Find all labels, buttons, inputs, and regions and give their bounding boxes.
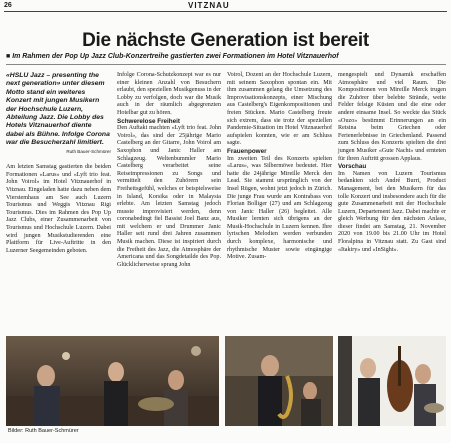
author-credit: Ruth Bauer-Schmürer <box>66 148 111 154</box>
column-4 <box>338 72 446 254</box>
headline-divider <box>6 64 446 65</box>
column-3-text-2: Im zweiten Teil des Konzerts spielten «Larus», was Silbermöwe bedeutet. Hier hatte die 24jährige Mireille Merck den Lead. Sie stammt ursprünglich von der Insel Rügen, wohnt jetzt jedoch in Zürich. Die junge Frau wurde am Kontrabass von Florian Bolliger (27) und am Schlagzeug von Janic Haller (26) begleitet. Alle Musiker lernten sich übrigens an der Musik-Hochschule in Luzern kennen. Ihre lyrischen Melodien werden verbunden durch komplexe, harmonische und rhythmische Muster sowie eingängige Motive. Zusam- <box>227 155 332 261</box>
page-number: 26 <box>4 2 12 9</box>
photo-saxophone-image <box>225 336 333 426</box>
concert-photo-saxophone <box>225 336 333 426</box>
photo-lyft-trio-image <box>6 336 219 426</box>
column-4-text-1: mengespielt und Dynamik erschaffen Atmosphäre und viel Raum. Die Kompositionen von Mireille Merck trugen die Zuhörer über belebte Strände, weite Felder felsige Küsten und die eine oder andere einsame Insel. So weckte das Stück «Ouzo» bestimmt Erinnerungen an ein Retsina beim Griechen oder Ferienerlebnisse in Griechenland. Passend zum Schluss des Konzerts spielten die drei jungen Musiker «Gute Nacht» und ernteten für ihren Auftritt grossen Applaus. <box>338 72 446 162</box>
column-3-text-1: Voirol, Dozent an der Hochschule Luzern, mit seinem Saxophon spontan ein. Mit ihm zusammen gelang die Umsetzung des Improvisationskonzepts, einer Mischung aus Castelberg's Eigenkompositionen und freien Stücken. Mario Castelberg freute sich extrem, dass sie trotz der speziellen Pandemie-Situation im Hotel Vitznauerhof aufspielen konnten, wie er am Schluss sagte. <box>227 72 332 147</box>
section-label: VITZNAU <box>188 1 230 10</box>
subhead-vorschau: Vorschau <box>338 163 367 171</box>
column-2-text-2: Den Auftakt machten «Lyft trio feat. John Voirol», das sind der 25jährige Mario Castelberg an der Gitarre, John Voirol am Saxophon und Janic Haller am Schlagzeug. Weltenbummler Mario Castelberg verarbeitet seine Reiseimpressionen zu Songs und vermittelt den Zuhörern sein Freiheitsgefühl, welches er beispielsweise in Island, Korsika oder in Malaysia erlebte. Am letzten Samstag jedoch musste improvisiert werden, denn coronabedingt fiel Bassist Joel Banz aus, mit welchem er und Drummer Janic Haller seit rund drei Jahren zusammen Musik machen. Diese ist inspiriert durch die Freiheit des Jazz, die Atmosphäre der Americana und das Songdetailde des Pop. Glücklicherweise sprang John <box>117 125 221 268</box>
page-header <box>4 2 447 12</box>
article-subline-text: Im Rahmen der Pop Up Jazz Club-Konzertreihe gastierten zwei Formationen im Hotel Vitznauerhof <box>12 53 339 60</box>
column-4-text-2: Im Namen von Luzern Tourismus bedankten sich André Burri, Product Management, bei den Musikern für das tolle Konzert und insbesondere auch für die gute Zusammenarbeit mit der Hochschule Luzern, Departement Jazz. Dabei machte er gleich Werbung für den nächsten Anlass, dieser findet am Samstag, 21. November 2020 von 19.00 bis 21.00 Uhr im Hotel Floralpina in Vitznau statt. Zu Gast sind «Itakiry» und «InSight». <box>338 170 446 253</box>
photo-larus-image <box>338 336 446 426</box>
column-2 <box>117 72 221 269</box>
article-subline: ■ Im Rahmen der Pop Up Jazz Club-Konzertreihe gastierten zwei Formationen im Hotel Vitznauerhof <box>6 53 339 60</box>
article-intro: «HSLU Jazz – presenting the next generation» unter diesem Motto stand ein weiteres Konzert mit jungen Musikern der Hochschule Luzern, Abteilung Jazz. Die Lobby des Hotels Vitznauerhof diente dabei als Bühne. Infolge Corona war die Besucherzahl limitiert. <box>6 72 110 147</box>
concert-photo-lyft-trio <box>6 336 219 426</box>
photo-credit: Bilder: Ruth Bauer-Schmürer <box>8 428 79 434</box>
column-2-text-1: Infolge Corona-Schutzkonzept war es nur einer kleinen Anzahl von Besuchern erlaubt, den speziellen Musikgenuss in der Lobby zu verfolgen, doch war die Musik auch in der räumlich abgegrenzten Hotelbar gut zu hören. <box>117 72 221 116</box>
subhead-schwerelose: Schwerelose Freiheit <box>117 117 180 125</box>
column-1 <box>6 72 111 255</box>
column-3 <box>227 72 332 262</box>
concert-photo-larus <box>338 336 446 426</box>
subhead-frauenpower: Frauenpower <box>227 147 267 155</box>
article-headline: Die nächste Generation ist bereit <box>82 30 369 51</box>
column-1-text: Am letzten Samstag gastierten die beiden Formationen «Larus» und «Lyft trio feat. John Voirol» im Hotel Vitznauerhof in Vitznau. Eingeladen hatte dazu neben dem Vierstemhaus am See auch Luzern Tourismus und Weggis Vitznau Rigi Tourismus. Dies im Rahmen des Pop Up Jazz Clubs, einer Zusammenarbeit von Tourismus und Hochschule Luzern. Dabei wird jungen Musikstudierenden eine Plattform für Live-Auftritte in den Luzerner Seegemeinden geboten. <box>6 164 111 254</box>
